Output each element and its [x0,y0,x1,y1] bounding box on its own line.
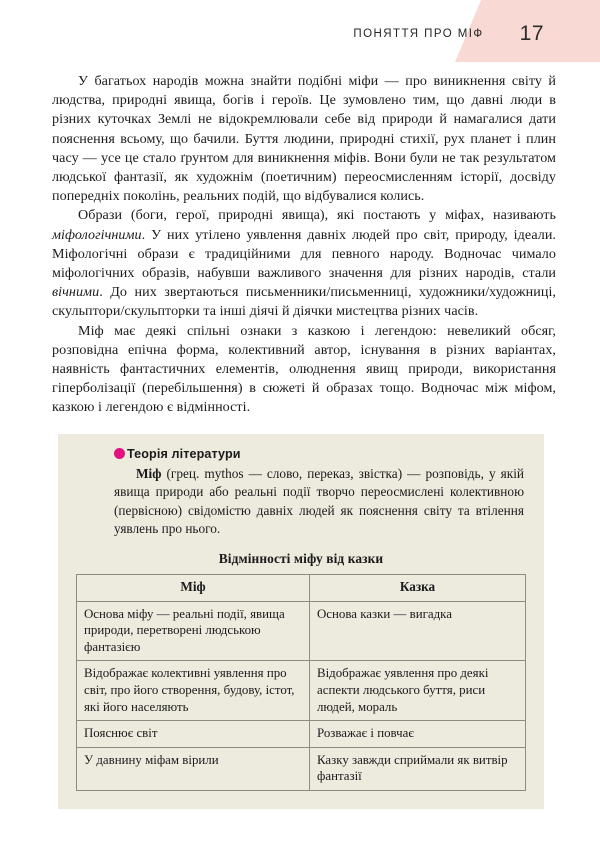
theory-of-literature-box [58,434,544,809]
table-cell-myth: У давнину міфам вірили [77,747,310,790]
paragraph-run: Міф має деякі спільні ознаки з казкою і легендою: невеликий обсяг, розповідна епічна форма, колективний автор, існування в різних варіантах, наявність фантастичних елементів, олюднення явищ природи, використання гіперболізації (перебільшення) в сюжеті й образах тощо. Водночас між міфом, казкою і легендою є відмінності. [52,322,556,416]
page-number: 17 [519,22,544,45]
definition-paragraph [114,465,524,539]
body-paragraph-2 [52,206,556,321]
paragraph-run: . У них утілено уявлення давніх людей про світ, природу, ідеали. Міфологічні образи є традиційними для певного народу. Водночас чимало міфологічних образів, набувши важливого значення для різних народів, стали [52,226,556,282]
table-row [77,747,526,790]
table-row [77,661,526,721]
page-content [0,72,600,809]
table-cell-tale: Відображає уявлення про деякі аспекти людського буття, риси людей, мораль [310,661,526,721]
paragraph-run: . До них звертаються письменники/письменниці, художники/художниці, скульптори/скульпторки та інші діячі й діячки мистецтва різних часів. [52,284,556,320]
running-title: ПОНЯТТЯ ПРО МІФ [353,28,484,40]
table-cell-myth: Відображає колективні уявлення про світ, про його створення, будову, істот, які його населяють [77,661,310,721]
theory-box-header [114,447,526,461]
body-paragraph-3 [52,322,556,418]
definition-term: Міф [136,465,162,481]
body-paragraph-1 [52,72,556,206]
definition-etymology: (грец. mythos — слово, переказ, звістка) [166,465,403,481]
table-column-header-tale: Казка [310,575,526,602]
table-cell-tale: Основа казки — вигадка [310,601,526,661]
bullet-dot-icon [114,448,125,459]
table-cell-tale: Розважає і повчає [310,721,526,748]
paragraph-run: Образи (боги, герої, природні явища), які постають у міфах, називають [78,207,556,224]
theory-box-heading: Теорія літератури [127,446,241,461]
table-row [77,721,526,748]
definition-body: — розповідь, у якій явища природи або реальні події творчо переосмислені колективною (первісною) свідомістю давніх людей як пояснення світу та втілення уявлень про нього. [114,465,524,537]
table-row [77,601,526,661]
running-head [0,0,600,62]
emphasis-term-mythological: міфологічними [52,226,142,243]
table-cell-tale: Казку завжди сприймали як витвір фантазії [310,747,526,790]
table-header-row [77,575,526,602]
paragraph-run: У багатьох народів можна знайти подібні міфи — про виникнення світу й людства, природні явища, богів і героїв. Це зумовлено тим, що давні люди в різних куточках Землі не відокремлювали себе від природи й намагалися дати пояснення всьому, що бачили. Буття людини, природні стихії, рух планет і плин часу — усе це стало ґрунтом для виникнення міфів. Вони були не так результатом людської фантазії, як художнім (поетичним) переосмисленням історії, досвіду попередніх поколінь, реальних подій, що відбувалися колись. [52,73,556,205]
page-header [0,0,600,72]
differences-table [76,574,526,791]
table-title: Відмінності міфу від казки [218,551,384,567]
table-column-header-myth: Міф [77,575,310,602]
table-cell-myth: Пояснює світ [77,721,310,748]
emphasis-term-eternal: вічними [52,284,100,301]
table-cell-myth: Основа міфу — реальні події, явища природи, перетворені людською фантазією [77,601,310,661]
